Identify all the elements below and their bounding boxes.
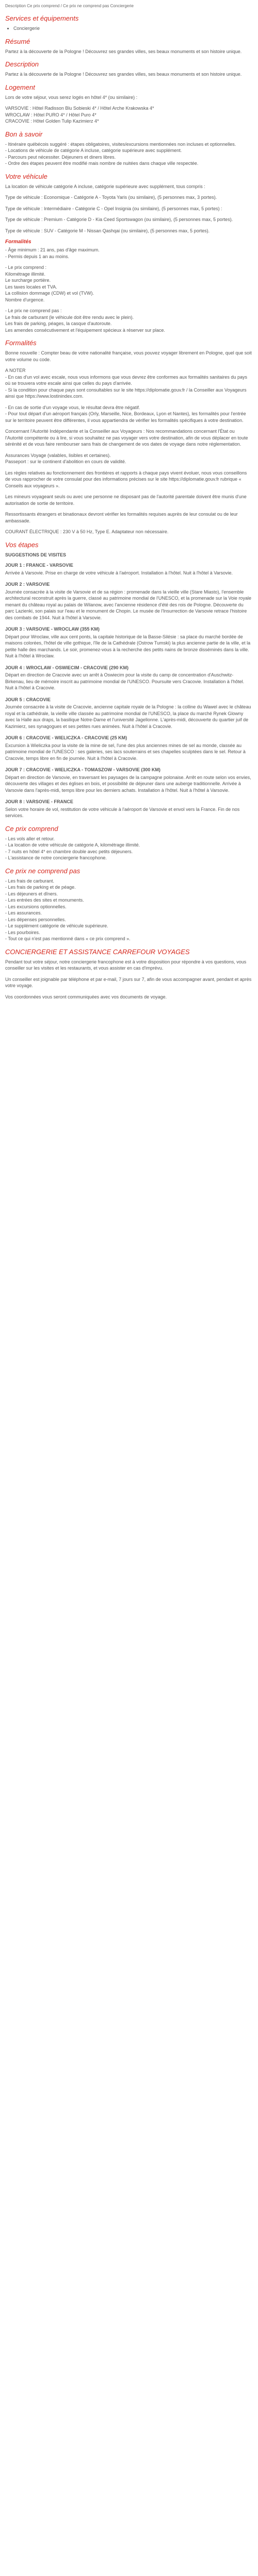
prix-ne-comprend-title: Ce prix ne comprend pas (5, 867, 80, 875)
prix-comprend-title: Ce prix comprend (5, 824, 58, 833)
day-text: Journée consacrée à la visite de Cracovie, ancienne capitale royale de la Pologne : la colline du Wawel avec le château royal et la cathédrale, la vieille ville classée au patrimoine mondial de l'UNESCO, la place du marché Rynek Glowny avec la Halle aux draps, la basilique Notre-Dame et l'université Jagellonne. L'après-midi, découverte du quartier juif de Kazimierz, ses synagogues et ses petites rues animées. Nuit à l'hôtel à Cracovie. (5, 704, 251, 729)
formalites2-docs: Assurances Voyage (valables, lisibles et certaines). Passeport : sur le continent d'abolition en cours de validité. (5, 452, 126, 464)
list-item: - 7 nuits en hôtel 4* en chambre double avec petits déjeuners. (5, 849, 133, 854)
prix-ne-comprend-list (5, 878, 253, 942)
day-block (5, 665, 253, 691)
services-title: Services et équipements (5, 14, 79, 22)
formalites-inclus: - Le prix comprend : Kilométrage illimité. Le surcharge portière. Les taxes locales et TVA. La collision dommage (CDW) et vol (TVW). Nombre d'urgence. (5, 265, 94, 302)
list-item: - Tout ce qui n'est pas mentionné dans « ce prix comprend ». (5, 936, 131, 941)
list-item: - Les vols aller et retour. (5, 836, 55, 841)
vehicule-type-c: Type de véhicule : Intermédiaire - Catégorie C - Opel Insignia (ou similaire), (5 personnes max, 5 portes) : (5, 206, 222, 211)
formalites-age: - Âge minimum : 21 ans, pas d'âge maximum. - Permis depuis 1 an au moins. (5, 247, 100, 259)
day-block (5, 626, 253, 659)
day-title: JOUR 6 : CRACOVIE - WIELICZKA - CRACOVIE (25 KM) (5, 735, 127, 740)
list-item: - Les pourboires. (5, 929, 40, 935)
day-title: JOUR 4 : WROCLAW - OSWIECIM - CRACOVIE (290 KM) (5, 665, 129, 670)
day-block (5, 581, 253, 621)
conciergerie-text-1: Pendant tout votre séjour, notre conciergerie francophone est à votre disposition pour répondre à vos questions, vous conseiller sur les visites et les restaurants, et vous assister en cas d'imprévu. (5, 959, 247, 971)
day-title: JOUR 3 : VARSOVIE - WROCLAW (355 KM) (5, 626, 100, 632)
day-text: Départ en direction de Varsovie, en traversant les paysages de la campagne polonaise. Arrêt en route selon vos envies, découverte des villages et des églises en bois, et possibilité de déjeuner dans une auberge traditionnelle. Arrivée à Varsovie dans l'après-midi, temps libre pour les derniers achats. Installation à l'hôtel. Nuit à l'hôtel à Varsovie. (5, 774, 251, 793)
conciergerie-text-3: Vos coordonnées vous seront communiquées avec vos documents de voyage. (5, 994, 167, 999)
prix-comprend-list (5, 836, 253, 861)
day-text: Excursion à Wieliczka pour la visite de la mine de sel, l'une des plus anciennes mines de sel au monde, classée au patrimoine mondial de l'UNESCO : ses galeries, ses lacs souterrains et ses chapelles sculptées dans le sel. Retour à Cracovie, temps libre en fin de journée. Nuit à l'hôtel à Cracovie. (5, 742, 246, 761)
day-text: Journée consacrée à la visite de Varsovie et de sa région : promenade dans la vieille ville (Stare Miasto), l'ensemble architectural reconstruit après la guerre, classé au patrimoine mondial de l'UNESCO, et la promenade sur la Voie royale menant du château royal au palais de Wilanow, avec l'ancienne résidence d'été des rois de Pologne. Découverte du parc Lazienki, son palais sur l'eau et le monument de Chopin. Le musée de l'Insurrection de Varsovie retrace l'histoire des combats de 1944. Nuit à l'hôtel à Varsovie. (5, 589, 251, 620)
vehicule-title: Votre véhicule (5, 172, 47, 180)
day-block (5, 697, 253, 730)
list-item: - Les frais de carburant. (5, 878, 55, 884)
day-block (5, 562, 253, 576)
formalites2-note: A NOTER - En cas d'un vol avec escale, nous vous informons que vous devrez être conformes aux formalités sanitaires du pays où se trouvera votre escale ainsi que celles du pays d'arrivée. - Si la condition pour chaque pays sont consultables sur le site https://diplomatie.gouv.fr / la Conseiller aux Voyageurs ainsi que https://www.lostinindex.com. (5, 368, 247, 399)
list-item: - Les dépenses personnelles. (5, 917, 66, 922)
list-item: - Les excursions optionnelles. (5, 904, 67, 909)
list-item: - La location de votre véhicule de catégorie A, kilométrage illimité. (5, 842, 140, 848)
bon-savoir-text: - Itinéraire québécois suggéré : étapes obligatoires, visites/excursions mentionnées non incluses et optionnelles. - Locations de véhicule de catégorie A incluse, catégorie supérieure avec supplément. - Parcours peut nécessiter. Déjeuners et diners libres. - Ordre des étapes peuvent être modifié mais nombre de nuitées dans chaque ville respectée. (5, 141, 236, 166)
list-item: - Les assurances. (5, 910, 42, 916)
page (0, 0, 258, 1010)
day-text: Selon votre horaire de vol, restitution de votre véhicule à l'aéroport de Varsovie et envol vers la France. Fin de nos services. (5, 806, 240, 818)
breadcrumb[interactable]: Description Ce prix comprend / Ce prix ne comprend pas Conciergerie (5, 4, 134, 8)
day-block (5, 767, 253, 793)
formalites2-courant: COURANT ÉLECTRIQUE : 230 V à 50 Hz, Type E. Adaptateur non nécessaire. (5, 529, 169, 534)
description-text: Partez à la découverte de la Pologne ! Découvrez ses grandes villes, ses beaux monuments et son histoire unique. (5, 72, 242, 77)
day-block (5, 735, 253, 761)
day-title: JOUR 5 : CRACOVIE (5, 697, 51, 702)
day-title: JOUR 8 : VARSOVIE - FRANCE (5, 799, 73, 804)
logement-hotels: VARSOVIE : Hôtel Radisson Blu Sobieski 4* / Hôtel Arche Krakowska 4* WROCLAW : Hôtel PURO 4* / Hôtel Puro 4* CRACOVIE : Hôtel Golden Tulip Kazimierz 4* (5, 106, 154, 124)
formalites2-intro: Bonne nouvelle : Compter beau de votre nationalité française, vous pouvez voyager librement en Pologne, quel que soit votre volume ou code. (5, 350, 252, 362)
list-item: - Le supplément catégorie de véhicule supérieure. (5, 923, 108, 928)
list-item: - L'assistance de notre conciergerie francophone. (5, 855, 107, 860)
logement-title: Logement (5, 83, 35, 91)
vehicule-type-d: Type de véhicule : Premium - Catégorie D - Kia Ceed Sportswagon (ou similaire), (5 personnes max, 5 portes). (5, 217, 233, 222)
list-item: - Les frais de parking et de péage. (5, 885, 76, 890)
day-text: Départ en direction de Cracovie avec un arrêt à Oswiecim pour la visite du camp de concentration d'Auschwitz-Birkenau, lieu de mémoire inscrit au patrimoine mondial de l'UNESCO. Poursuite vers Cracovie. Installation à l'hôtel. Nuit à l'hôtel à Cracovie. (5, 672, 245, 690)
day-title: JOUR 2 : VARSOVIE (5, 582, 50, 587)
vehicule-type-m: Type de véhicule : SUV - Catégorie M - Nissan Qashqai (ou similaire), (5 personnes max, 5 portes). (5, 228, 210, 233)
services-list (5, 25, 253, 32)
conciergerie-text-2: Un conseiller est joignable par téléphone et par e-mail, 7 jours sur 7, afin de vous accompagner avant, pendant et après votre voyage. (5, 976, 252, 988)
formalites2-mineurs: Les mineurs voyageant seuls ou avec une personne ne disposant pas de l'autorité parentale doivent être munis d'une autorisation de sortie de territoire. (5, 494, 247, 506)
formalites-non-inclus: - Le prix ne comprend pas : Le frais de carburant (le véhicule doit être rendu avec le plein). Les frais de parking, péages, la casque d'autoroute. Les amendes consécutivement et l'équipement spécieux à réserver sur place. (5, 308, 165, 333)
formalites2-etrangers: Ressortissants étrangers et binationaux devront vérifier les formalités requises auprès de leur consulat ou de leur ambassade. (5, 512, 238, 523)
day-block (5, 799, 253, 819)
formalites2-test: - En cas de sortie d'un voyage vous, le résultat devra être négatif. - Pour tout départ d'un aéroport français (Orly, Marseille, Nice, Bordeaux, Lyon et Nantes), les formalités pour l'entrée sur le territoire peuvent être différentes, il vous appartiendra de vérifier les formalités spécifiques à votre destination. (5, 404, 246, 423)
day-title: JOUR 1 : FRANCE - VARSOVIE (5, 563, 73, 568)
day-text: Départ pour Wroclaw, ville aux cent ponts, la capitale historique de la Basse-Silésie : sa place du marché bordée de maisons colorées, l'hôtel de ville gothique, l'île de la Cathédrale (Ostrow Tumski) la plus ancienne partie de la ville, et la petite halle des marchands. Le soir, promenez-vous à la recherche des petits nains de bronze disséminés dans la ville. Nuit à l'hôtel à Wroclaw. (5, 634, 251, 658)
list-item: • Conciergerie (13, 25, 253, 32)
etapes-subtitle: SUGGESTIONS DE VISITES (5, 552, 67, 557)
list-item: - Les déjeuners et dîners. (5, 891, 58, 896)
resume-title: Résumé (5, 37, 30, 45)
formalites2-title: Formalités (5, 339, 37, 347)
day-title: JOUR 7 : CRACOVIE - WIELICZKA - TOMASZOW - VARSOVIE (300 KM) (5, 767, 160, 772)
list-item: - Les entrées des sites et monuments. (5, 897, 84, 903)
vehicule-type-a: Type de véhicule : Economique - Catégorie A - Toyota Yaris (ou similaire), (5 personnes max, 3 portes). (5, 195, 217, 200)
logement-intro: Lors de votre séjour, vous serez logés en hôtel 4* (ou similaire) : (5, 94, 138, 100)
description-title: Description (5, 60, 39, 68)
resume-text: Partez à la découverte de la Pologne ! Découvrez ses grandes villes, ses beaux monuments et son histoire unique. (5, 48, 242, 54)
day-text: Arrivée à Varsovie. Prise en charge de votre véhicule à l'aéroport. Installation à l'hôtel. Nuit à l'hôtel à Varsovie. (5, 570, 233, 575)
formalites-title: Formalités (5, 239, 31, 245)
formalites2-autorite: Concernant l'Autorité Indépendante et la Conseiller aux Voyageurs : Nos recommandations concernant l'État ou l'Autorité compétente ou à lire, si vous souhaitez ne pas voyager vers votre destination, afin de vous déplacer en toute sérénité et de vous faire rembourser sans frais de changement de vos dates de voyage dans notre réglementation. (5, 429, 248, 447)
vehicule-intro: La location de véhicule catégorie A incluse, catégorie supérieure avec supplément, tous compris : (5, 183, 205, 189)
conciergerie-title: CONCIERGERIE ET ASSISTANCE CARREFOUR VOYAGES (5, 947, 190, 956)
etapes-title: Vos étapes (5, 540, 39, 549)
bon-savoir-title: Bon à savoir (5, 130, 43, 138)
formalites2-regles: Les règles relatives au fonctionnement des frontières et rapports à chaque pays vivent évoluer, nous vous conseillons de vous rapprocher de votre consulat pour des informations précises sur le site https://diplomatie.gouv.fr rubrique « Conseils aux voyageurs ». (5, 470, 247, 488)
